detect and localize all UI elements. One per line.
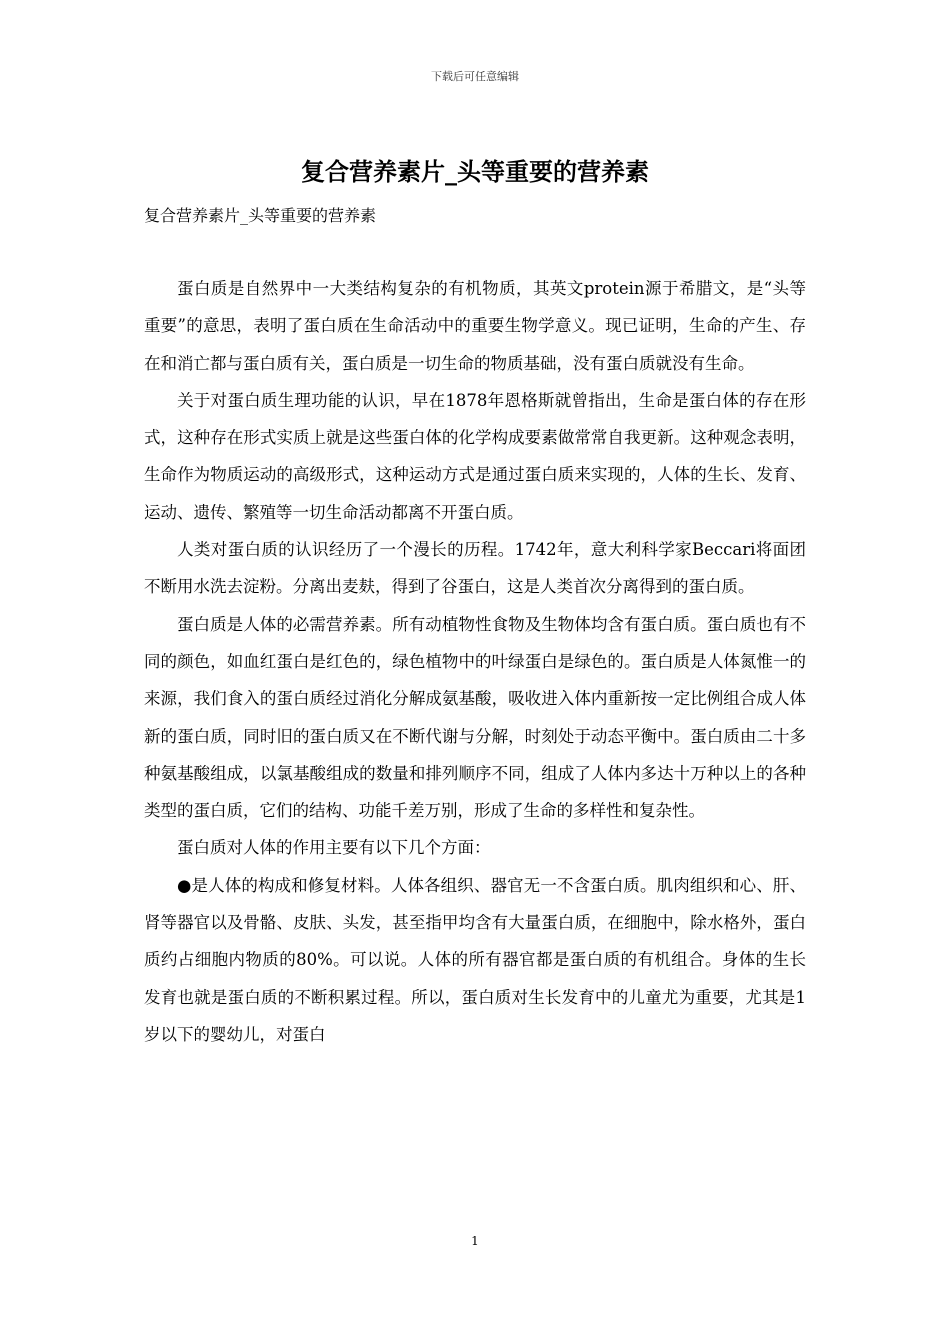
paragraph-5: 蛋白质对人体的作用主要有以下几个方面： [177,838,491,858]
page-title: 复合营养素片_头等重要的营养素 [301,157,649,186]
paragraph-1: 蛋白质是自然界中一大类结构复杂的有机物质，其英文protein源于希腊文，是“头等重要”的意思，表明了蛋白质在生命活动中的重要生物学意义。现已证明，生命的产生、存在和消亡都与蛋白质有关，蛋白质是一切生命的物质基础，没有蛋白质就没有生命。 [144,279,806,373]
paragraph-3: 人类对蛋白质的认识经历了一个漫长的历程。1742年，意大利科学家Beccari将面团不断用水洗去淀粉。分离出麦麸，得到了谷蛋白，这是人类首次分离得到的蛋白质。 [144,540,806,597]
paragraph-6: ●是人体的构成和修复材料。人体各组织、器官无一不含蛋白质。肌肉组织和心、肝、肾等器官以及骨骼、皮肤、头发，甚至指甲均含有大量蛋白质，在细胞中，除水格外，蛋白质约占细胞内物质的80%。可以说。人体的所有器官都是蛋白质的有机组合。身体的生长发育也就是蛋白质的不断积累过程。所以，蛋白质对生长发育中的儿童尤为重要，尤其是1岁以下的婴幼儿，对蛋白 [144,875,806,1044]
document-subtitle: 复合营养素片_头等重要的营养素 [144,206,377,225]
paragraph-4: 蛋白质是人体的必需营养素。所有动植物性食物及生物体均含有蛋白质。蛋白质也有不同的颜色，如血红蛋白是红色的，绿色植物中的叶绿蛋白是绿色的。蛋白质是人体氮惟一的来源，我们食入的蛋白质经过消化分解成氨基酸，吸收进入体内重新按一定比例组合成人体新的蛋白质，同时旧的蛋白质又在不断代谢与分解，时刻处于动态平衡中。蛋白质由二十多种氨基酸组成，以氯基酸组成的数量和排列顺序不同，组成了人体内多达十万种以上的各种类型的蛋白质，它们的结构、功能千差万别，形成了生命的多样性和复杂性。 [144,614,806,821]
header-note: 下载后可任意编辑 [431,70,519,83]
page-number: 1 [471,1234,479,1248]
paragraph-2: 关于对蛋白质生理功能的认识，早在1878年恩格斯就曾指出，生命是蛋白体的存在形式，这种存在形式实质上就是这些蛋白体的化学构成要素做常常自我更新。这种观念表明，生命作为物质运动的高级形式，这种运动方式是通过蛋白质来实现的，人体的生长、发育、运动、遗传、繁殖等一切生命活动都离不开蛋白质。 [144,390,806,522]
document-body [144,270,806,1053]
